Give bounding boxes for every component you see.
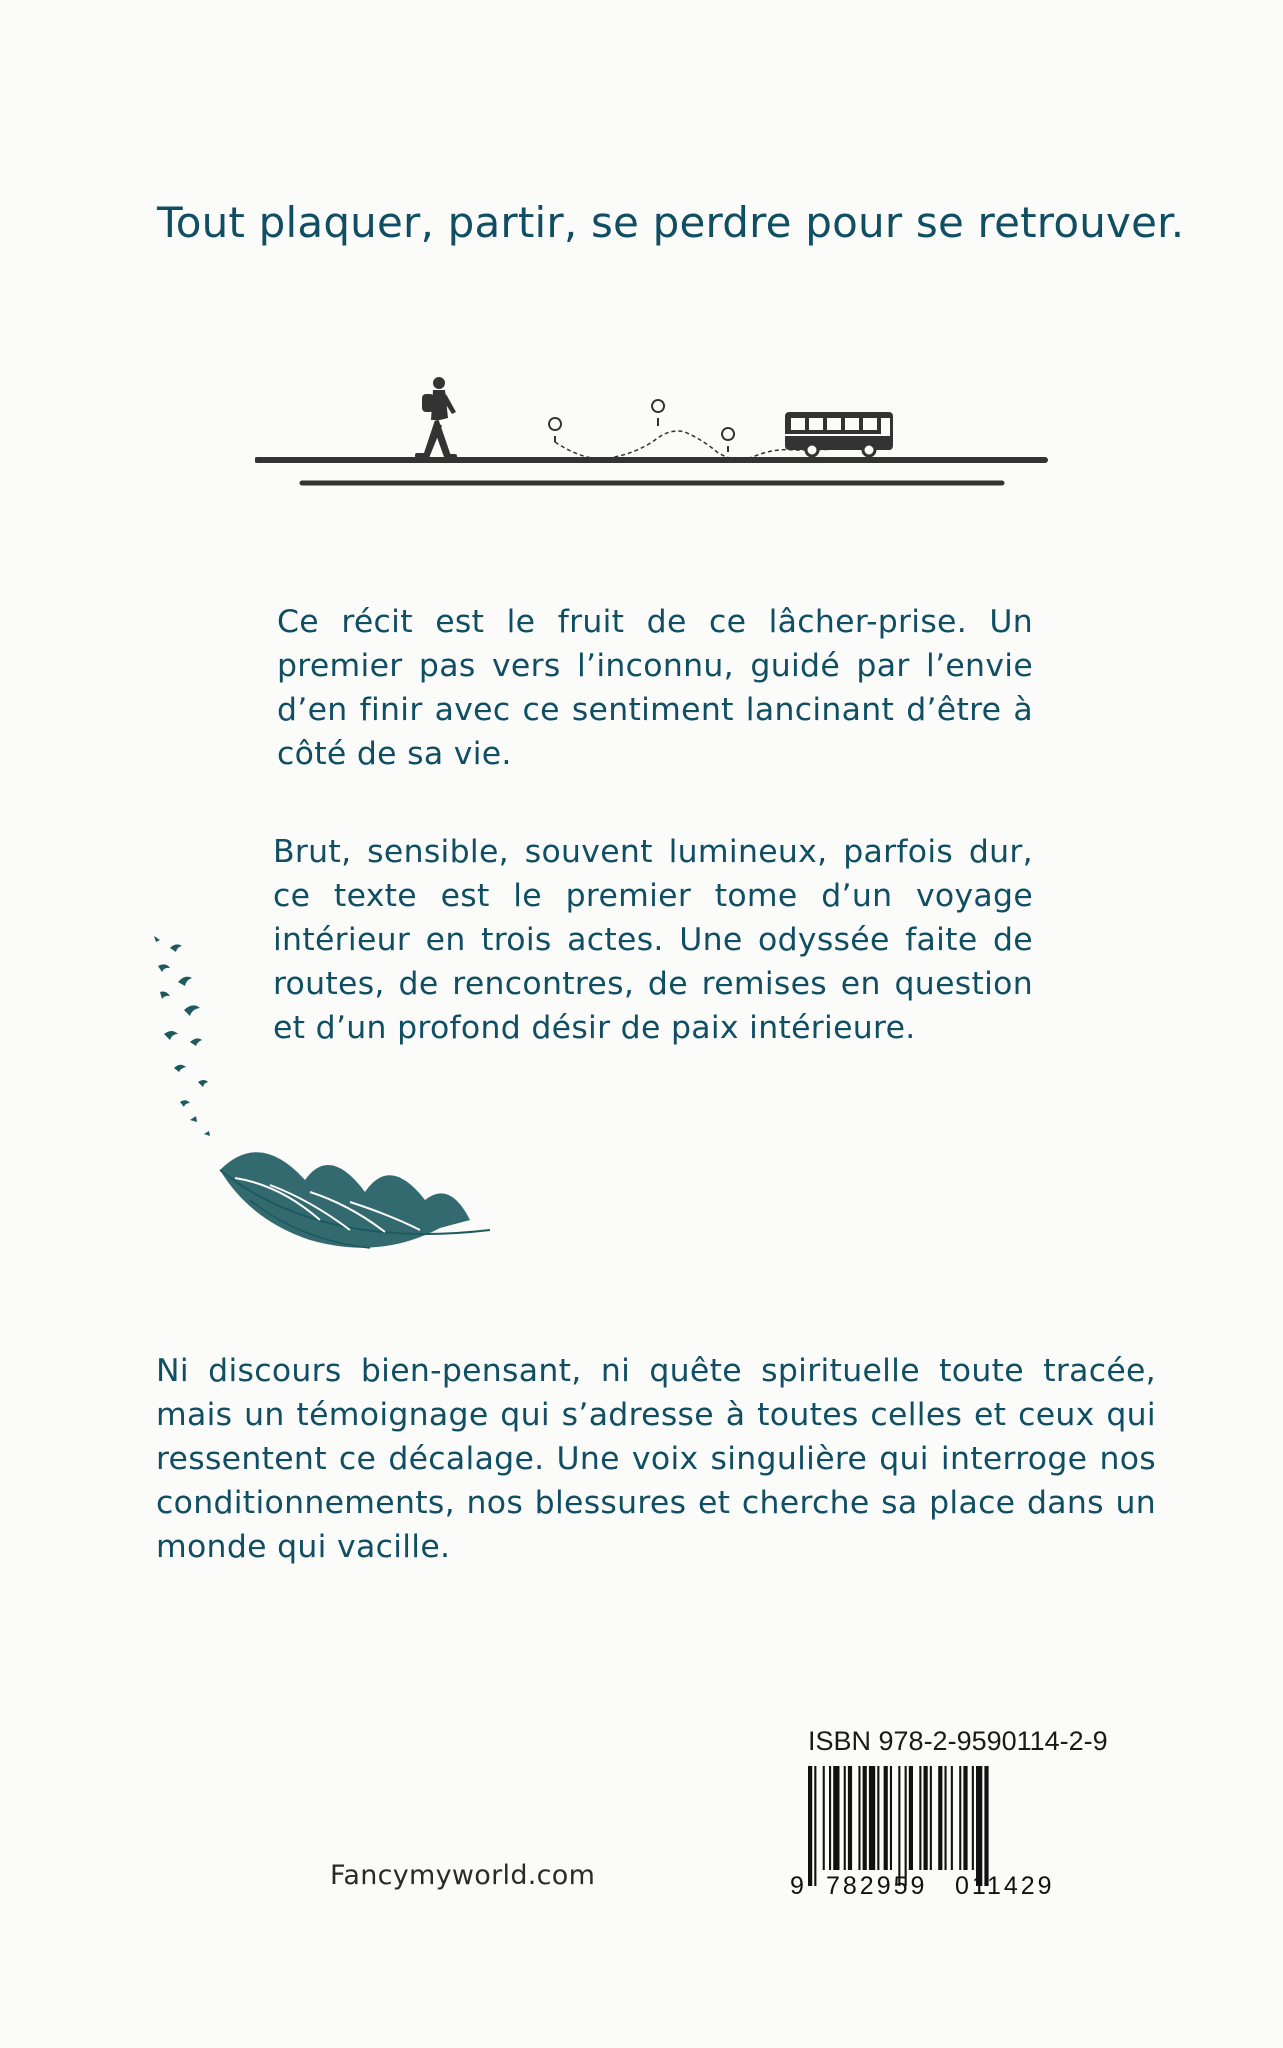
barcode-bar (930, 1766, 932, 1870)
barcode-bar (884, 1766, 888, 1870)
barcode-bar (951, 1766, 953, 1870)
barcode-bar (905, 1766, 907, 1886)
barcode-bar (919, 1766, 921, 1870)
journey-illustration (255, 370, 1050, 500)
walking-person-icon (415, 377, 457, 459)
feather-illustration (140, 930, 500, 1290)
barcode-bar (869, 1766, 875, 1870)
barcode-bar (848, 1766, 852, 1870)
bird-icon (154, 936, 210, 1136)
barcode-bar (863, 1766, 867, 1870)
barcode-bar (938, 1766, 942, 1870)
map-pin-icon (722, 428, 734, 452)
barcode-bar (890, 1766, 892, 1870)
barcode-bar (963, 1766, 967, 1870)
paragraph-description: Brut, sensible, souvent lumineux, parfois dur, ce texte est le premier tome d’un voyage intérieur en trois actes. Une odyssée faite de routes, de rencontres, de remises en question et d’un profond désir de paix intérieure. (273, 834, 1033, 1046)
barcode-first-digit: 9 (790, 1872, 804, 1896)
barcode-bar (976, 1766, 982, 1886)
tagline: Tout plaquer, partir, se perdre pour se retrouver. (157, 198, 1185, 247)
barcode-bar (808, 1766, 812, 1886)
barcode-bar (844, 1766, 846, 1870)
map-pin-icon (549, 418, 561, 442)
barcode-bar (829, 1766, 831, 1870)
paragraph-closing: Ni discours bien-pensant, ni quête spirituelle toute tracée, mais un témoignage qui s’adresse à toutes celles et ceux qui ressentent ce décalage. Une voix singulière qui interroge nos conditionnements, nos blessures et cherche sa place dans un monde qui vacille. (156, 1353, 1156, 1565)
feather-icon (220, 1152, 490, 1248)
barcode-bar (972, 1766, 974, 1870)
barcode-bar (833, 1766, 839, 1870)
barcode-bar (877, 1766, 879, 1870)
barcode-right-digits: 011429 (955, 1872, 1055, 1896)
barcode-bar (909, 1766, 913, 1870)
barcode-bar (945, 1766, 947, 1870)
barcode-left-digits: 782959 (826, 1872, 928, 1896)
barcode-bar (984, 1766, 988, 1886)
paragraph-intro: Ce récit est le fruit de ce lâcher-prise. Un premier pas vers l’inconnu, guidé par l’envie d’en finir avec ce sentiment lancinant d’être à côté de sa vie. (277, 604, 1033, 772)
website-link[interactable]: Fancymyworld.com (330, 1860, 596, 1891)
isbn-label: ISBN 978-2-9590114-2-9 (808, 1726, 1108, 1756)
barcode-bar (924, 1766, 928, 1870)
barcode-bar (814, 1766, 816, 1886)
barcode (790, 1766, 1100, 1896)
bus-icon (785, 412, 893, 456)
map-pin-icon (652, 400, 664, 426)
barcode-bar (959, 1766, 961, 1870)
barcode-bar (858, 1766, 860, 1870)
barcode-bar (823, 1766, 825, 1870)
barcode-bar (898, 1766, 900, 1886)
